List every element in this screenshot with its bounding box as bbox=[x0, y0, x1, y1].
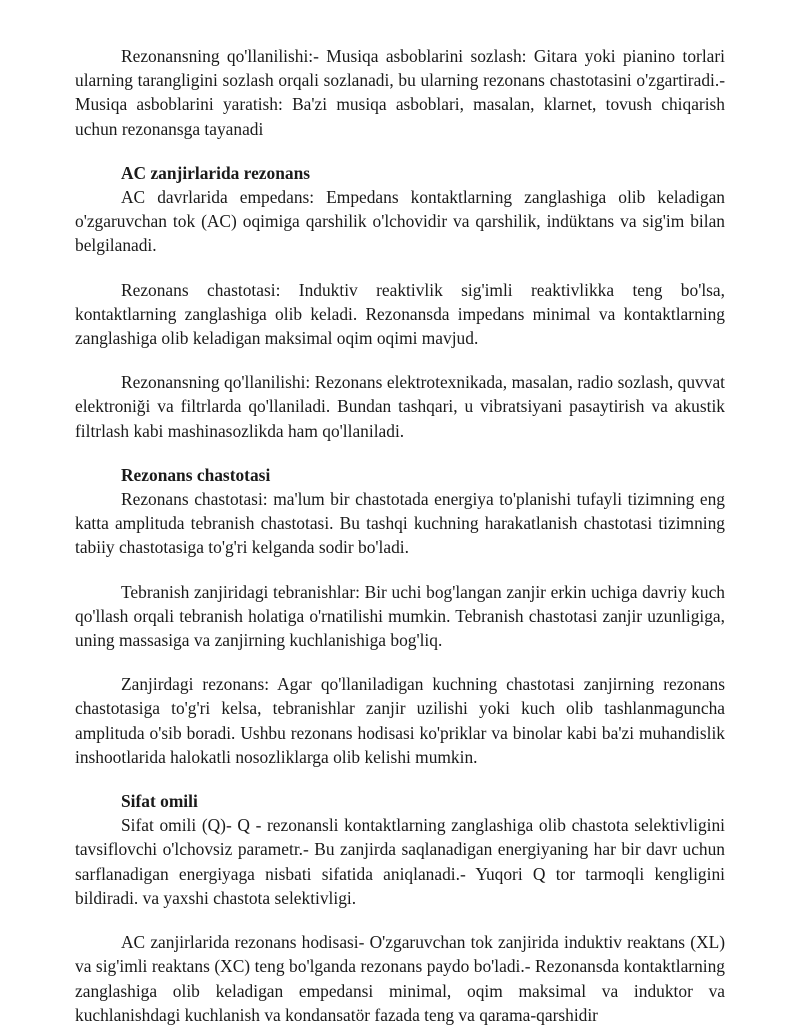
paragraph-chain-resonance: Zanjirdagi rezonans: Agar qo'llaniladigan kuchning chastotasi zanjirning rezonans chastotasiga to'g'ri kelsa, tebranishlar zanjir uzilishi yoki kuch olib tashlanmaguncha amplituda o'sib boradi. Ushbu rezonans hodisasi ko'priklar va binolar kabi ba'zi muhandislik inshootlarida halokatli nosozliklarga olib kelishi mumkin. bbox=[75, 674, 725, 767]
spacer bbox=[75, 443, 725, 463]
spacer bbox=[75, 652, 725, 672]
paragraph-ac-impedance: AC davrlarida empedans: Empedans kontaktlarning zanglashiga olib keladigan o'zgaruvchan tok (AC) oqimiga qarshilik o'lchovidir va qarshilik, indüktans va sig'im bilan belgilanadi. bbox=[75, 187, 725, 256]
heading-resonant-frequency: Rezonans chastotasi bbox=[121, 464, 271, 485]
paragraph-ac-resonance-phenomenon: AC zanjirlarida rezonans hodisasi- O'zgaruvchan tok zanjirida induktiv reaktans (XL) va sig'imli reaktans (XC) teng bo'lganda rezonans paydo bo'ladi.- Rezonansda kontaktlarning zanglashiga olib keladigan empedansi minimal, oqim maksimal va induktor va kuchlanishdagi kuchlanish va kondansatör fazada teng va qarama-qarshidir bbox=[75, 932, 725, 1025]
spacer bbox=[75, 258, 725, 278]
paragraph-music-applications: Rezonansning qo'llanilishi:- Musiqa asboblarini sozlash: Gitara yoki pianino torlari ularning tarangligini sozlash orqali sozlanadi, bu ularning rezonans chastotasini o'zgartiradi.- Musiqa asboblarini yaratish: Ba'zi musiqa asboblari, masalan, klarnet, tovush chiqarish uchun rezonansga tayanadi bbox=[75, 46, 725, 139]
paragraph-resonant-frequency: Rezonans chastotasi: Induktiv reaktivlik sig'imli reaktivlikka teng bo'lsa, kontaktlarning zanglashiga olib keladi. Rezonansda impedans minimal va kontaktlarning zanglashiga olib keladigan maksimal oqim oqimi mavjud. bbox=[75, 279, 725, 349]
paragraph-frequency-definition: Rezonans chastotasi: ma'lum bir chastotada energiya to'planishi tufayli tizimning eng katta amplituda tebranish chastotasi. Bu tashqi kuchning harakatlanish chastotasi tizimning tabiiy chastotasiga to'g'ri kelganda sodir bo'ladi. bbox=[75, 489, 725, 558]
spacer bbox=[75, 769, 725, 789]
spacer bbox=[75, 910, 725, 930]
paragraph-chain-oscillations: Tebranish zanjiridagi tebranishlar: Bir uchi bog'langan zanjir erkin uchiga davriy kuch qo'llash orqali tebranish holatiga o'rnatilishi mumkin. Tebranish chastotasi zanjir uzunligiga, uning massasiga va zanjirning kuchlanishiga bog'liq. bbox=[75, 581, 725, 651]
spacer bbox=[75, 560, 725, 580]
document-page bbox=[75, 44, 725, 1027]
paragraph-quality-factor: Sifat omili (Q)- Q - rezonansli kontaktlarning zanglashiga olib chastota selektivligini tavsiflovchi o'lchovsiz parametr.- Bu zanjirda saqlanadigan energiyaning har bir davr uchun sarflanadigan energiyaga nisbati sifatida aniqlanadi.- Yuqori Q tor tarmoqli kengligini bildiradi. va yaxshi chastota selektivligi. bbox=[75, 815, 725, 908]
spacer bbox=[75, 350, 725, 370]
spacer bbox=[75, 141, 725, 161]
heading-quality-factor: Sifat omili bbox=[121, 791, 198, 812]
paragraph-resonance-applications: Rezonansning qo'llanilishi: Rezonans elektrotexnikada, masalan, radio sozlash, quvvat elektroniği va filtrlarda qo'llaniladi. Bundan tashqari, u vibratsiyani pasaytirish va akustik filtrlash kabi mashinasozlikda ham qo'llaniladi. bbox=[75, 372, 725, 441]
heading-ac-circuits: AC zanjirlarida rezonans bbox=[121, 162, 311, 183]
